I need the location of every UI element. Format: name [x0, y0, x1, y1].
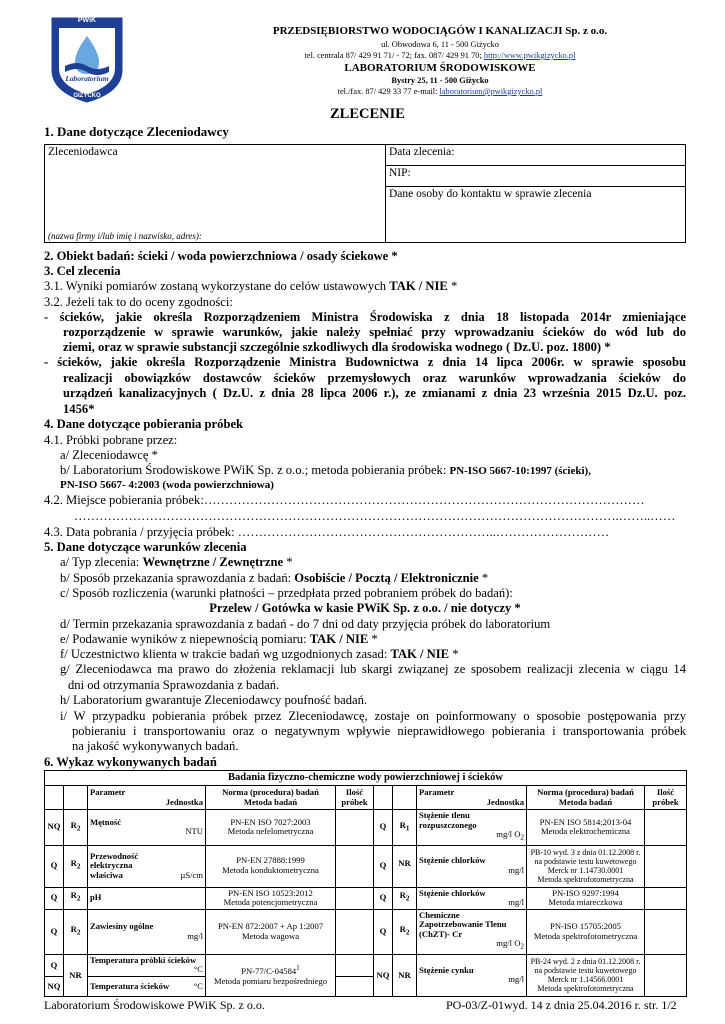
option-5-e-choice[interactable]: TAK / NIE: [309, 632, 369, 646]
rank-text: R: [70, 858, 77, 869]
norm-cell: [206, 954, 336, 996]
norm-cell: [527, 845, 645, 887]
date-field[interactable]: [386, 145, 686, 166]
param-unit-sub: 2: [520, 943, 524, 952]
accreditation-cell: NQ: [374, 954, 393, 996]
sample-count-input[interactable]: [645, 887, 687, 909]
norm-text: PN-77/C-04584: [241, 966, 297, 977]
accreditation-cell: NQ: [45, 810, 64, 846]
norm-text: PN-ISO 15705:2005: [550, 921, 621, 932]
option-5-i: i/ W przypadku pobierania próbek przez Zleceniodawcę, zostaje on poinformowany o sposobie postępowania przy: [60, 709, 686, 723]
option-5-f-text: f/ Uczestnictwo klienta w trakcie badań wg uzgodnionych zasad:: [60, 647, 391, 661]
rank-sub: 2: [76, 824, 81, 833]
accreditation-cell: Q: [45, 954, 64, 976]
bullet-1-c: ziemi, oraz w sprawie substancji szczególnie szkodliwych dla środowiska wodnego ( Dz.U. poz. 1800) *: [63, 340, 611, 354]
company-contact: [210, 51, 670, 61]
param-cell: [417, 845, 527, 887]
lab-name: LABORATORIUM ŚRODOWISKOWE: [344, 62, 536, 74]
sample-count-input[interactable]: [645, 810, 687, 846]
rank-cell: [64, 845, 88, 887]
accreditation-cell: Q: [374, 887, 393, 909]
option-5-b-choice[interactable]: Osobiście / Pocztą / Elektronicznie: [294, 571, 479, 585]
line-3-1-star: *: [447, 279, 458, 293]
footer-left: Laboratorium Środowiskowe PWiK Sp. z o.o.: [44, 998, 265, 1012]
param-unit: mg/l: [508, 865, 524, 875]
param-name: Temperatura ścieków: [90, 980, 170, 991]
header-method-label: Metoda badań: [243, 796, 298, 807]
rank-cell: [64, 909, 88, 954]
line-3-1-choice[interactable]: TAK / NIE: [389, 279, 448, 293]
norm-cell: [527, 887, 645, 909]
line-4-2-cont[interactable]: ………………………………………………………………………………………………………………….……..……: [74, 509, 676, 523]
norm-text: PN-EN ISO 10523:2012: [228, 887, 313, 898]
norm-cell: [206, 810, 336, 846]
client-field[interactable]: [45, 145, 386, 243]
param-unit: °C: [193, 964, 203, 975]
accreditation-cell: Q: [374, 845, 393, 887]
table-row: [45, 810, 687, 846]
header-samples-label: próbek: [341, 796, 368, 807]
accreditation-cell: Q: [45, 845, 64, 887]
rank-sub: 2: [405, 895, 410, 904]
date-label: Data zlecenia:: [389, 146, 455, 158]
method-text: Metoda konduktometryczna: [222, 865, 319, 875]
option-5-b-star: *: [478, 571, 489, 585]
param-name: Chemiczne Zapotrzebowanie Tlenu (ChZT)- Cr: [419, 909, 507, 939]
param-cell: [417, 954, 527, 996]
param-unit: mg/l: [187, 930, 203, 941]
rank-text: R: [399, 890, 406, 901]
company-name: PRZEDSIĘBIORSTWO WODOCIĄGÓW I KANALIZACJI Sp. z o.o.: [272, 25, 608, 37]
header-r-left: [64, 786, 88, 810]
header-param-label: Parametr: [90, 786, 126, 797]
param-cell: [417, 810, 527, 846]
param-cell: [88, 845, 206, 887]
param-cell: [88, 954, 206, 976]
option-5-a-text: a/ Typ zlecenia:: [60, 555, 143, 569]
option-4-b-text: b/ Laboratorium Środowiskowe PWiK Sp. z o.o.; metoda pobierania próbek:: [60, 463, 450, 477]
section-4-heading: 4. Dane dotyczące pobierania próbek: [44, 417, 244, 431]
line-4-2[interactable]: 4.2. Miejsce pobierania próbek:……………………………………………………………………………………………: [44, 493, 645, 507]
client-table: [44, 144, 686, 243]
section-3-heading: 3. Cel zlecenia: [44, 264, 121, 278]
header-qty-label: Ilość: [656, 786, 675, 797]
table-title: Badania fizyczno-chemiczne wody powierzchniowej i ścieków: [45, 771, 687, 786]
lab-address: Bystry 25, 11 - 500 Giżycko: [391, 76, 489, 85]
param-unit: µS/cm: [180, 869, 203, 880]
header-samples-label: próbek: [652, 796, 679, 807]
table-row: [45, 887, 687, 909]
header-norm-label: Norma (procedura) badań: [222, 786, 319, 797]
line-3-1: [44, 279, 686, 294]
option-5-g-cont: dni od otrzymania Sprawozdania z badań.: [68, 678, 280, 692]
norm-cell: [206, 909, 336, 954]
option-5-f[interactable]: [60, 647, 686, 662]
option-5-b-text: b/ Sposób przekazania sprawozdania z badań:: [60, 571, 295, 585]
line-4-1: 4.1. Próbki pobrane przez:: [44, 433, 178, 447]
header-unit-label: Jednostka: [165, 796, 203, 807]
option-5-i-cont-2: na jakość wykonywanych badań.: [72, 739, 239, 753]
rank-cell: NR: [64, 954, 88, 996]
method-text: Metoda spektrofotometryczna: [537, 984, 634, 994]
company-address: ul. Obwodowa 6, 11 - 500 Giżycko: [381, 40, 499, 49]
company-logo: [47, 12, 127, 104]
nip-field[interactable]: [386, 166, 686, 186]
param-name: Stężenie tlenu rozpuszczonego: [419, 810, 477, 830]
param-name: pH: [90, 892, 102, 903]
rank-sub: 1: [405, 824, 410, 833]
sample-count-input[interactable]: [336, 810, 374, 846]
logo-bottom-text: GIŻYCKO: [73, 93, 101, 99]
header-method-label: Metoda badań: [558, 796, 613, 807]
rank-text: R: [399, 924, 406, 935]
option-5-a[interactable]: [60, 555, 686, 570]
header-param-left: [88, 786, 206, 810]
method-text: Metoda potencjometryczna: [223, 897, 318, 908]
option-5-h: h/ Laboratorium gwarantuje Zleceniodawcy poufność badań.: [60, 693, 368, 707]
lab-phone: tel./fax. 87/ 429 33 77 e-mail:: [337, 87, 440, 96]
header-qty-label: Ilość: [345, 786, 364, 797]
rank-sub: 2: [76, 863, 81, 872]
section-1-heading: 1. Dane dotyczące Zleceniodawcy: [44, 124, 229, 139]
company-phone-fax: tel. centrala 87/ 429 91 71/ - 72; fax. 087/ 429 91 70;: [304, 51, 484, 60]
header-norm-left: [206, 786, 336, 810]
option-4-b-method-2: PN-ISO 5667- 4:2003 (woda powierzchniowa): [60, 479, 274, 491]
tests-table: [44, 770, 687, 997]
norm-text: PN-EN ISO 5814:2013-04: [539, 816, 632, 827]
sample-count-input[interactable]: [336, 887, 374, 909]
sample-count-input[interactable]: [336, 845, 374, 887]
option-4-a[interactable]: a/ Zleceniodawcę *: [60, 448, 158, 462]
norm-text: PN-EN 27888:1999: [236, 855, 305, 866]
rank-text: R: [70, 890, 77, 901]
bullet-1-b: rozporządzenie w sprawie warunków, jakie należy spełniać przy wprowadzaniu ścieków do wód lub do: [63, 325, 686, 339]
norm-text: PN-EN 872:2007 + Ap 1:2007: [217, 921, 324, 932]
section-5-heading: 5. Dane dotyczące warunków zlecenia: [44, 540, 247, 554]
param-cell: [417, 909, 527, 954]
param-unit: °C: [193, 980, 203, 991]
logo-mid-text: Laboratorium: [65, 74, 109, 83]
rank-sub: 2: [76, 895, 81, 904]
header-norm-right: [527, 786, 645, 810]
method-text: Metoda spektrofotometryczna: [533, 930, 638, 941]
param-name: Mętność: [90, 816, 122, 827]
norm-text: PB-24 wyd. 2 z dnia 01.12.2008 r. na podstawie testu kuwetowego Merck nr 1.14566.0001: [530, 957, 641, 985]
line-3-2: 3.2. Jeżeli tak to do oceny zgodności:: [44, 295, 233, 309]
nip-label: NIP:: [389, 167, 411, 180]
header-norm-label: Norma (procedura) badań: [537, 786, 634, 797]
param-unit: [419, 830, 524, 843]
sample-count-input[interactable]: [336, 909, 374, 954]
accreditation-cell: Q: [45, 909, 64, 954]
param-cell: [88, 976, 206, 996]
param-cell: [88, 909, 206, 954]
bullet-2-b: realizacji obowiązków dostawców ścieków przemysłowych oraz warunków wprowadzania ścieków do: [63, 371, 686, 385]
param-cell: [417, 887, 527, 909]
rank-cell: [393, 909, 417, 954]
sample-count-input[interactable]: [645, 845, 687, 887]
header-qty-right: [645, 786, 687, 810]
sample-count-input[interactable]: [336, 954, 374, 976]
method-text: Metoda nefelometryczna: [227, 826, 314, 837]
rank-cell: NR: [393, 954, 417, 996]
table-row: [45, 954, 687, 976]
method-text: Metoda miareczkowa: [548, 897, 623, 908]
param-unit: mg/l: [508, 974, 524, 985]
option-5-g: g/ Zleceniodawca ma prawo do złożenia reklamacji lub skargi związanej ze sposobem realizacji zlecenia w ciągu 14: [60, 662, 686, 676]
accreditation-cell: Q: [374, 810, 393, 846]
header-q-right: [374, 786, 393, 810]
bullet-1-a: - ścieków, jakie określa Rozporządzeniem Ministra Środowiska z dnia 18 listopada 2014r zmieniające: [44, 310, 686, 324]
param-cell: [88, 810, 206, 846]
header-q-left: [45, 786, 64, 810]
rank-sub: 2: [405, 928, 410, 937]
method-text: Metoda spektrofotometryczna: [537, 875, 634, 884]
param-unit: mg/l: [508, 897, 524, 908]
accreditation-cell: Q: [45, 887, 64, 909]
header-r-right: [393, 786, 417, 810]
param-name: Zawiesiny ogólne: [90, 921, 154, 932]
norm-cell: [527, 810, 645, 846]
norm-text: PN-EN ISO 7027:2003: [230, 816, 311, 827]
option-5-b[interactable]: [60, 571, 686, 586]
norm-text: PN-ISO 9297:1994: [552, 887, 619, 898]
param-name: Stężenie chlorków: [419, 855, 486, 866]
line-4-3[interactable]: 4.3. Data pobrania / przyjęcia próbek: ……………………………………………………..………………………: [44, 525, 610, 539]
section-2-heading: 2. Obiekt badań: ścieki / woda powierzchniowa / osady ściekowe *: [44, 249, 398, 263]
logo-top-text: PWiK: [77, 17, 97, 24]
method-text: Metoda elektrochemiczna: [541, 826, 630, 837]
sample-count-input[interactable]: [645, 954, 687, 996]
option-5-i-cont: pobieraniu i transportowaniu oraz o negatywnym wpływie nieprawidłowego pobierania i transportowania próbek: [72, 724, 686, 738]
option-5-f-choice[interactable]: TAK / NIE: [390, 647, 450, 661]
norm-cell: [206, 887, 336, 909]
param-name: Stężenie chlorków: [419, 887, 486, 898]
norm-cell: [206, 845, 336, 887]
option-5-a-choice[interactable]: Wewnętrzne / Zewnętrzne: [142, 555, 284, 569]
method-text: Metoda wagowa: [241, 930, 300, 941]
norm-footnote: 1: [296, 964, 300, 973]
option-5-a-star: *: [283, 555, 293, 569]
header-param-right: [417, 786, 527, 810]
logo-shield-icon: [47, 12, 127, 104]
sample-count-input[interactable]: [645, 909, 687, 954]
param-cell: [88, 887, 206, 909]
rank-cell: [64, 887, 88, 909]
section-6-heading: 6. Wykaz wykonywanych badań: [44, 755, 217, 769]
option-5-f-star: *: [449, 647, 459, 661]
option-4-b-method: PN-ISO 5667-10:1997 (ścieki),: [449, 465, 591, 477]
option-5-c-choice[interactable]: Przelew / Gotówka w kasie PWiK Sp. z o.o. / nie dotyczy *: [209, 601, 521, 615]
param-unit-sub: 2: [520, 833, 524, 842]
rank-text: R: [70, 924, 77, 935]
page-title: ZLECENIE: [330, 106, 405, 122]
param-name: Przewodność elektryczna właściwa: [90, 850, 139, 880]
norm-cell: [527, 954, 645, 996]
lab-email-link[interactable]: laboratorium@pwikgizycko.pl: [439, 87, 543, 96]
rank-text: R: [399, 819, 406, 830]
client-hint: (nazwa firmy i/lub imię i nazwisko, adres):: [48, 231, 202, 241]
website-link[interactable]: http://www.pwikgizycko.pl: [483, 51, 576, 60]
norm-cell: [527, 909, 645, 954]
param-name: Stężenie cynku: [419, 964, 474, 975]
option-4-b[interactable]: [60, 463, 686, 479]
bullet-2-a: - ścieków, jakie określa Rozporządzenie Ministra Budownictwa z dnia 14 lipca 2006r. w sprawie sposobu: [44, 355, 686, 369]
param-name: Temperatura próbki ścieków: [90, 954, 197, 965]
header-qty-left: [336, 786, 374, 810]
param-unit-text: mg/l O: [496, 829, 521, 840]
rank-cell: [393, 810, 417, 846]
accreditation-cell: NQ: [45, 976, 64, 996]
rank-text: NR: [398, 858, 411, 869]
rank-cell: [393, 887, 417, 909]
header-unit-label: Jednostka: [486, 796, 524, 807]
contact-label: Dane osoby do kontaktu w sprawie zlecenia: [389, 187, 592, 200]
header-param-label: Parametr: [419, 786, 455, 797]
option-5-e[interactable]: [60, 632, 686, 647]
rank-cell: [393, 845, 417, 887]
rank-cell: [64, 810, 88, 846]
param-unit: [419, 939, 524, 952]
option-5-c: c/ Sposób rozliczenia (warunki płatności – przedpłata przed pobraniem próbek do badań):: [60, 586, 513, 600]
accreditation-cell: Q: [374, 909, 393, 954]
sample-count-input[interactable]: [336, 976, 374, 996]
norm-text: PB-10 wyd. 3 z dnia 01.12.2008 r. na podstawie testu kuwetowego Merck nr 1.14730.0001: [530, 848, 641, 875]
table-row: [45, 845, 687, 887]
rank-sub: 2: [76, 928, 81, 937]
lab-contact: [210, 87, 670, 97]
footer-right: PO-03/Z-01wyd. 14 z dnia 25.04.2016 r. str. 1/2: [446, 998, 677, 1012]
bullet-2-d: 1456*: [63, 402, 95, 416]
param-unit-text: mg/l O: [496, 938, 521, 949]
option-5-e-star: *: [368, 632, 378, 646]
bullet-2-c: urządzeń kanalizacyjnych ( Dz.U. z dnia 28 lipca 2006 r.), ze zmianami z dnia 23 września 2015 Dz.U. poz.: [63, 386, 686, 400]
rank-text: R: [70, 819, 77, 830]
line-3-1-text: 3.1. Wyniki pomiarów zostaną wykorzystane do celów ustawowych: [44, 279, 390, 293]
method-text: Metoda pomiaru bezpośredniego: [213, 975, 328, 986]
client-label: Zleceniodawca: [48, 146, 118, 158]
option-5-e-text: e/ Podawanie wyników z niepewnością pomiaru:: [60, 632, 310, 646]
param-unit: NTU: [185, 826, 203, 837]
option-5-d: d/ Termin przekazania sprawozdania z badań - do 7 dni od daty przyjęcia próbek do laboratorium: [60, 617, 551, 631]
contact-field[interactable]: [386, 186, 686, 242]
table-row: [45, 909, 687, 954]
